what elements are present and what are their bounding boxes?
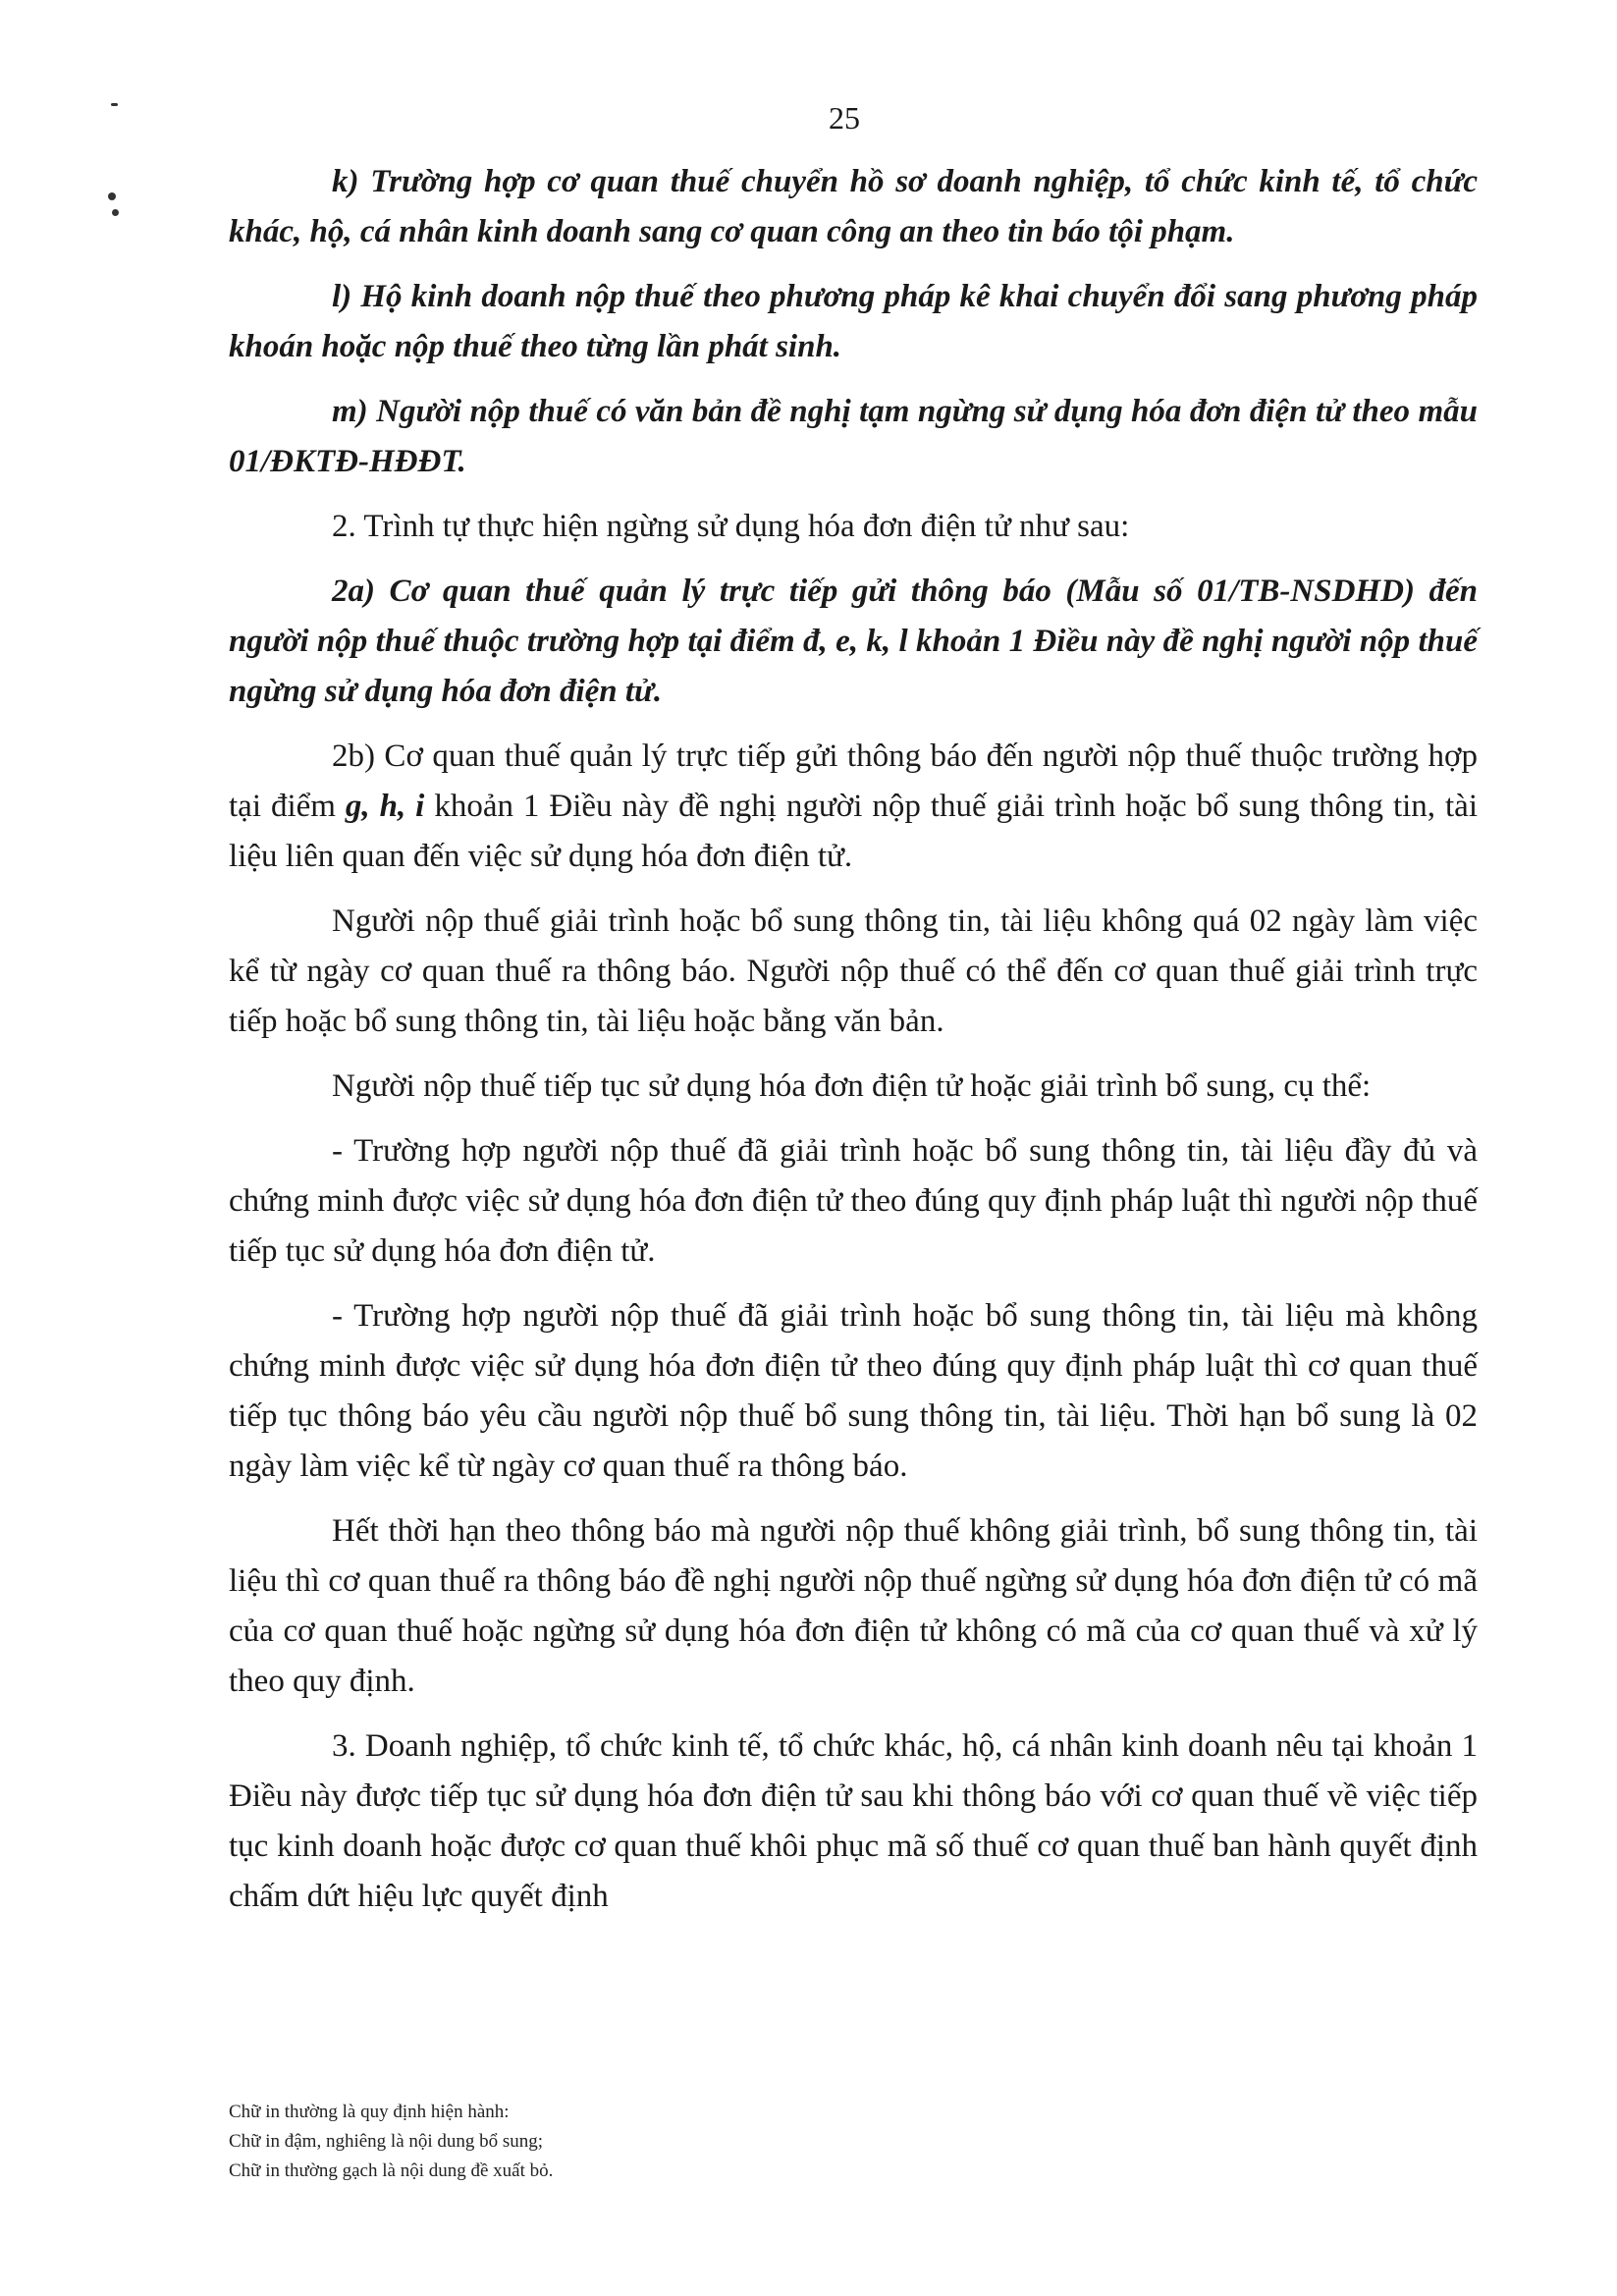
paragraph-expire: Hết thời hạn theo thông báo mà người nộp thuế không giải trình, bổ sung thông tin, tài liệu thì cơ quan thuế ra thông báo đề nghị người nộp thuế ngừng sử dụng hóa đơn điện tử có mã của cơ quan thuế hoặc ngừng sử dụng hóa đơn điện tử không có mã của cơ quan thuế và xử lý theo quy định.: [229, 1513, 1478, 1699]
footnote-current: Chữ in thường là quy định hiện hành:: [229, 2102, 510, 2122]
footnote-added: Chữ in đậm, nghiêng là nội dung bổ sung;: [229, 2131, 544, 2152]
paragraph-2b-end: khoản 1 Điều này đề nghị người nộp thuế giải trình hoặc bổ sung thông tin, tài liệu liên quan đến việc sử dụng hóa đơn điện tử.: [229, 789, 1479, 874]
paragraph-case-1: - Trường hợp người nộp thuế đã giải trình hoặc bổ sung thông tin, tài liệu đầy đủ và chứng minh được việc sử dụng hóa đơn điện tử theo đúng quy định pháp luật thì người nộp thuế tiếp tục sử dụng hóa đơn điện tử.: [229, 1133, 1478, 1269]
document-body: [229, 157, 1478, 1937]
paragraph-l: l) Hộ kinh doanh nộp thuế theo phương pháp kê khai chuyển đổi sang phương pháp khoán hoặc nộp thuế theo từng lần phát sinh.: [229, 279, 1478, 364]
paragraph-2a: 2a) Cơ quan thuế quản lý trực tiếp gửi thông báo (Mẫu số 01/TB-NSDHD) đến người nộp thuế thuộc trường hợp tại điểm đ, e, k, l khoản 1 Điều này đề nghị người nộp thuế ngừng sử dụng hóa đơn điện tử.: [229, 574, 1478, 709]
paragraph-k: k) Trường hợp cơ quan thuế chuyển hồ sơ doanh nghiệp, tổ chức kinh tế, tổ chức khác, hộ, cá nhân kinh doanh sang cơ quan công an theo tin báo tội phạm.: [229, 164, 1478, 249]
paragraph-2: 2. Trình tự thực hiện ngừng sử dụng hóa đơn điện tử như sau:: [332, 509, 1130, 544]
paragraph-3: 3. Doanh nghiệp, tổ chức kinh tế, tổ chức khác, hộ, cá nhân kinh doanh nêu tại khoản 1 Điều này được tiếp tục sử dụng hóa đơn điện tử sau khi thông báo với cơ quan thuế về việc tiếp tục kinh doanh hoặc được cơ quan thuế khôi phục mã số thuế cơ quan thuế ban hành quyết định chấm dứt hiệu lực quyết định: [229, 1728, 1478, 1914]
paragraph-case-2: - Trường hợp người nộp thuế đã giải trình hoặc bổ sung thông tin, tài liệu mà không chứng minh được việc sử dụng hóa đơn điện tử theo đúng quy định pháp luật thì cơ quan thuế tiếp tục thông báo yêu cầu người nộp thuế bổ sung thông tin, tài liệu. Thời hạn bổ sung là 02 ngày làm việc kể từ ngày cơ quan thuế ra thông báo.: [229, 1298, 1478, 1484]
paragraph-m: m) Người nộp thuế có văn bản đề nghị tạm ngừng sử dụng hóa đơn điện tử theo mẫu 01/ĐKTĐ-HĐĐT.: [229, 394, 1478, 479]
scan-mark: [108, 192, 116, 200]
scan-mark: [112, 209, 119, 216]
paragraph-explain: Người nộp thuế giải trình hoặc bổ sung thông tin, tài liệu không quá 02 ngày làm việc kể từ ngày cơ quan thuế ra thông báo. Người nộp thuế có thể đến cơ quan thuế giải trình trực tiếp hoặc bổ sung thông tin, tài liệu hoặc bằng văn bản.: [229, 903, 1478, 1039]
paragraph-2b: [229, 732, 1478, 882]
footnote-removed: Chữ in thường gạch là nội dung đề xuất bỏ.: [229, 2160, 554, 2181]
page-number: 25: [829, 100, 860, 136]
paragraph-continue: Người nộp thuế tiếp tục sử dụng hóa đơn điện tử hoặc giải trình bổ sung, cụ thể:: [332, 1068, 1372, 1104]
paragraph-2b-points: g, h, i: [345, 789, 425, 824]
paragraph-2b-start: 2b) Cơ quan thuế quản lý trực tiếp gửi thông báo đến người nộp thuế thuộc trường hợp tại điểm: [229, 738, 1478, 824]
footnotes: [229, 2098, 553, 2186]
